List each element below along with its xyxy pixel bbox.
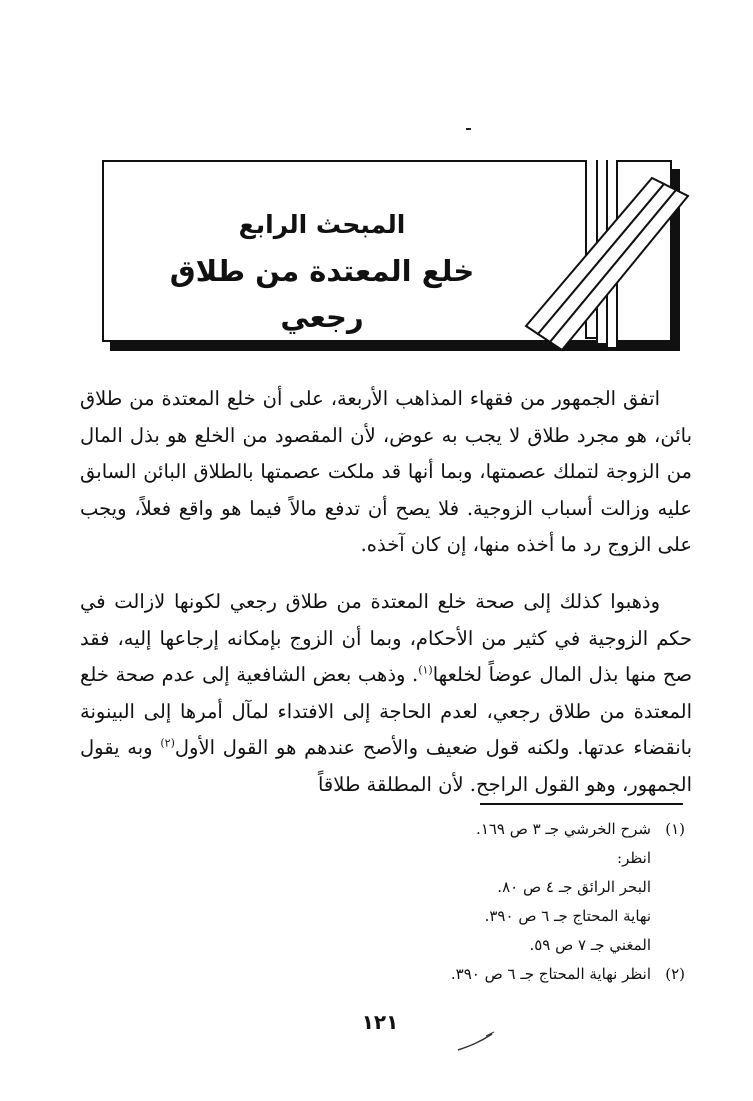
scan-mark	[456, 1030, 496, 1054]
footnote-1-label: (١)	[665, 820, 685, 838]
footnote-1	[265, 815, 685, 844]
paragraph-2-text-a: وذهبوا كذلك إلى صحة خلع المعتدة من طلاق رجعي لكونها لازالت في حكم الزوجية في كثير من الأحكام، وبما أن الزوج بإمكانه إرجاعها إليه، فقد صح منها بذل المال عوضاً لخلعها	[80, 590, 693, 686]
paragraph-2-text-c: وبه يقول الجمهور، وهو القول الراجح. لأن المطلقة طلاقاً	[80, 736, 692, 796]
page-number: ١٢١	[361, 1010, 399, 1034]
footnote-1-see: انظر:	[617, 849, 651, 867]
section-heading: المبحث الرابع	[238, 210, 406, 239]
footnote-2-label: (٢)	[665, 965, 685, 983]
footnote-ref-2[interactable]: (٢)	[160, 736, 175, 750]
footnote-divider	[480, 803, 683, 805]
paragraph-1	[80, 381, 692, 564]
chapter-title	[132, 206, 512, 340]
top-mark	[466, 128, 471, 130]
section-subheading: خلع المعتدة من طلاق رجعي	[169, 254, 475, 334]
paragraph-2	[80, 584, 692, 803]
paragraph-2-text-b: . وذهب بعض الشافعية إلى عدم صحة خلع المعتدة من طلاق رجعي، لعدم الحاجة إلى الافتداء لمآل أمرها إلى البينونة بانقضاء عدتها. ولكنه قول ضعيف والأصح عندهم هو القول الأول	[80, 663, 692, 759]
footnote-1-ref-c: المغني جـ ٧ ص ٥٩.	[529, 936, 651, 954]
chapter-title-box	[102, 160, 682, 352]
footnote-1-ref-b: نهاية المحتاج جـ ٦ ص ٣٩٠.	[484, 907, 651, 925]
footnote-2	[265, 960, 685, 989]
footnote-ref-1[interactable]: (١)	[418, 663, 433, 677]
paragraph-1-text: اتفق الجمهور من فقهاء المذاهب الأربعة، على أن خلع المعتدة من طلاق بائن، هو مجرد طلاق لا يجب به عوض، لأن المقصود من الخلع هو بذل المال من الزوجة لتملك عصمتها، وبما أنها قد ملكت عصمتها بالطلاق البائن السابق عليه وزالت أسباب الزوجية. فلا يصح أن تدفع مالاً فيما هو واقع فعلاً، ويجب على الزوج رد ما أخذه منها، إن كان آخذه.	[80, 387, 692, 556]
footnote-1-text: شرح الخرشي جـ ٣ ص ١٦٩.	[476, 820, 651, 838]
stacked-bars-ornament	[502, 160, 692, 352]
footnote-1-ref-a: البحر الرائق جـ ٤ ص ٨٠.	[497, 878, 651, 896]
footnotes	[265, 815, 685, 989]
footnote-2-text: انظر نهاية المحتاج جـ ٦ ص ٣٩٠.	[450, 965, 651, 983]
